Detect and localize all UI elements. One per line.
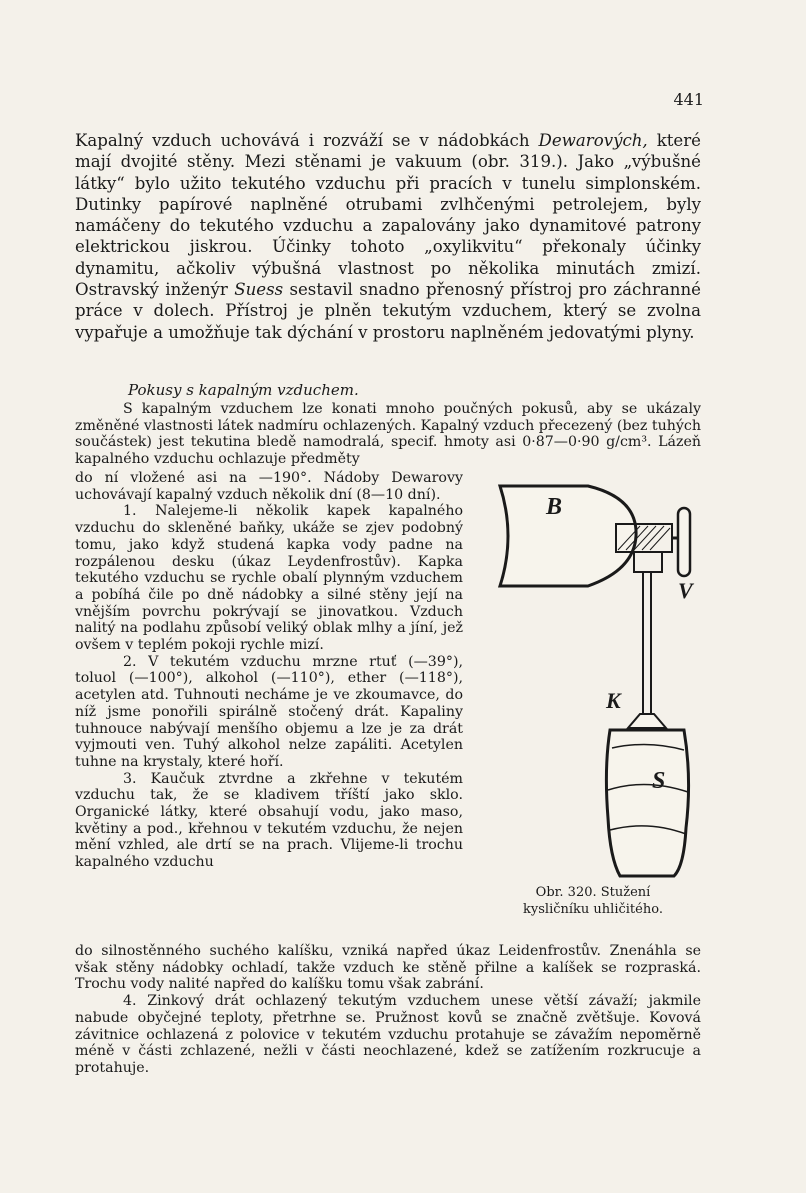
body-bottom — [75, 943, 701, 1077]
paragraph-4: 4. Zinkový drát ochlazený tekutým vzduchem unese větší závaží; jakmile nabude obyčejné teploty, přetrhne se. Pružnost kovů se značně zvětšuje. Kovová závitnice ochlazená z polovice v tekutém vzduchu protahuje se závažím nepoměrně méně v části zchlazené, nežli v části neochlazené, kdež se zatížením rozkrucuje a protahuje. — [75, 993, 701, 1076]
narrow-paragraph-0: do ní vložené asi na —190°. Nádoby Dewarovy uchovávají kapalný vzduch několik dní (8—10 dní). — [75, 470, 463, 503]
caption-line-2: kysličníku uhličitého. — [523, 902, 663, 917]
valve-nut — [634, 552, 662, 572]
intro-text-3: sestavil snadno přenosný přístroj pro záchranné práce v dolech. Přístroj je plněn tekutým vzduchem, který se zvolna vypařuje a umožňuje tak dýchání v prostoru naplněném jedovatými plyny. — [75, 280, 701, 342]
label-K: K — [606, 688, 621, 713]
page-number: 441 — [673, 90, 704, 109]
intro-text-2: které mají dvojité stěny. Mezi stěnami je vakuum (obr. 319.). Jako „výbušné látky“ bylo užito tekutého vzduchu při pracích v tunelu simplonském. Dutinky papírové naplněné otrubami zvlhčenými petrolejem, byly namáčeny do tekutého vzduchu a zapalovány jako dynamitové patrony elektrickou jiskrou. Účinky tohoto „oxylikvitu“ překonaly účinky dynamitu, ačkoliv výbušná vlastnost po několika minutách zmizí. Ostravský inženýr — [75, 131, 702, 300]
cloth-bag — [606, 730, 688, 876]
nozzle — [628, 714, 666, 728]
narrow-paragraph-1: 1. Nalejeme-li několik kapek kapalného vzduchu do skleněné baňky, ukáže se zjev podobný tomu, jako když studená kapka vody padne na rozpálenou desku (úkaz Leydenfrostův). Kapka tekutého vzduchu se rychle obalí plynným vzduchem a pobíhá čile po dně nádobky a silné stěny její na vnějším povrchu pokrývají se jinovatkou. Vzduch nalitý na podlahu způsobí veliký oblak mlhy a jíní, jež ovšem v teplém pokoji rychle mizí. — [75, 503, 463, 654]
label-B: B — [546, 494, 563, 520]
narrow-paragraph-3: 3. Kaučuk ztvrdne a zkřehne v tekutém vzduchu tak, že se kladivem tříští jako sklo. Organické látky, které obsahují vodu, jako maso, květiny a pod., křehnou v tekutém vzduchu, že nejen mění vzhled, ale drtí se na prach. Vlijeme-li trochu kapalného vzduchu — [75, 770, 463, 871]
intro-text-1: Kapalný vzduch uchovává i rozváží se v nádobkách — [75, 131, 539, 150]
dewar-emphasis: Dewarových, — [538, 131, 648, 150]
suess-emphasis: Suess — [234, 280, 284, 300]
body-top — [75, 401, 701, 468]
apparatus-illustration — [488, 478, 706, 878]
narrow-column — [75, 470, 463, 871]
narrow-paragraph-2: 2. V tekutém vzduchu mrzne rtuť (—39°), toluol (—100°), alkohol (—110°), ether (—118°), acetylen atd. Tuhnouti necháme je ve zkoumavce, do níž jsme ponořili spirálně stočený drát. Kapaliny tuhnouce nabývají menšího objemu a lze je za drát vyjmouti ven. Tuhý alkohol nelze zapáliti. Acetylen tuhne na krystaly, které hoří. — [75, 653, 463, 770]
paragraph-3-continued: do silnostěnného suchého kalíšku, vzniká napřed úkaz Leidenfrostův. Znenáhla se však stěny nádobky ochladí, takže vzduch ke stěně přilne a kalíšek se rozpraská. Trochu vody nalité napřed do kalíšku tomu však zabrání. — [75, 943, 701, 993]
label-S: S — [652, 768, 666, 794]
intro-paragraph — [75, 130, 701, 343]
section-heading: Pokusy s kapalným vzduchem. — [128, 381, 359, 399]
caption-line-1: Obr. 320. Stužení — [535, 885, 651, 900]
valve-handle — [678, 508, 690, 576]
figure-apparatus — [488, 478, 706, 898]
body-top-paragraph: S kapalným vzduchem lze konati mnoho poučných pokusů, aby se ukázaly změněné vlastnosti látek nadmíru ochlazených. Kapalný vzduch přecezený (bez tuhých součástek) jest tekutina bledě namodralá, specif. hmoty asi 0·87—0·90 g/cm³. Lázeň kapalného vzduchu ochlazuje předměty — [75, 401, 701, 468]
label-V: V — [678, 578, 693, 603]
figure-caption — [488, 884, 698, 918]
